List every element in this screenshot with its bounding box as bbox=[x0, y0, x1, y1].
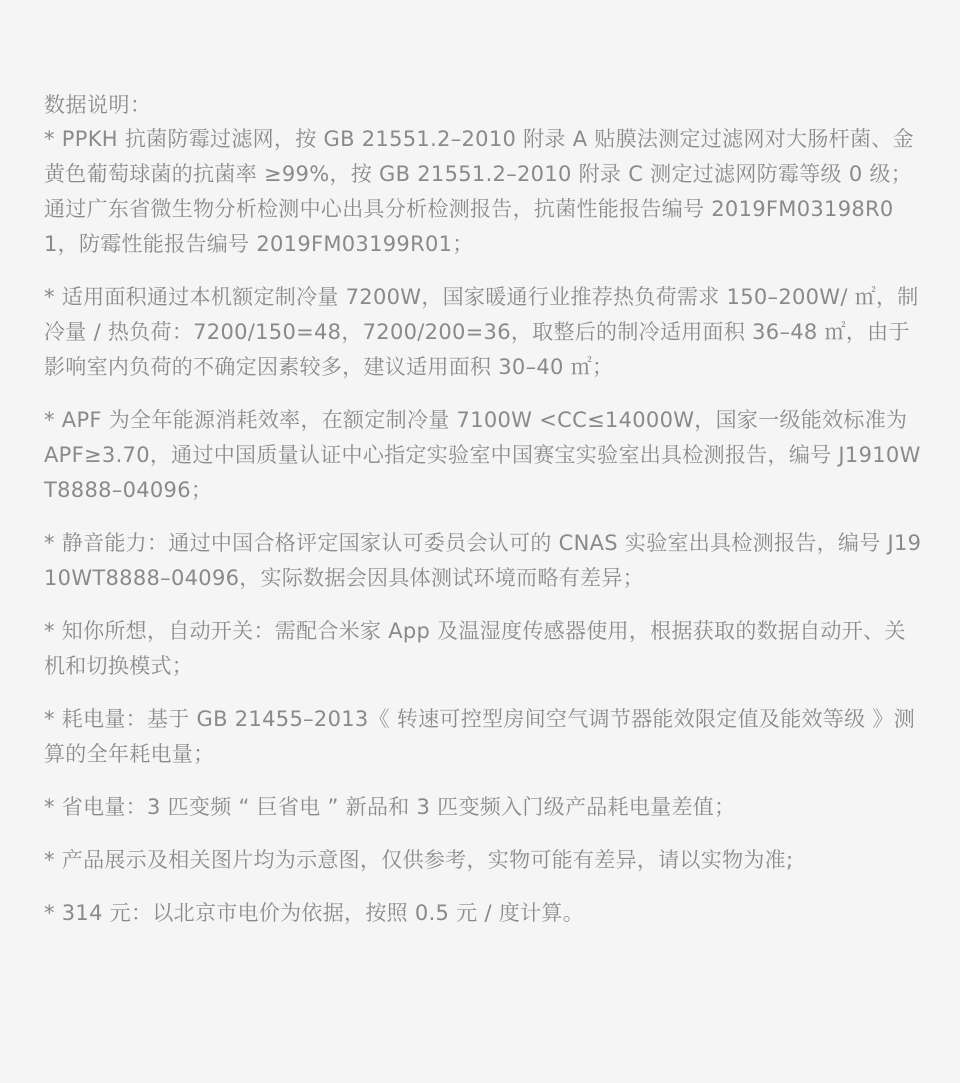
note-price-basis: * 314 元：以北京市电价为依据，按照 0.5 元 / 度计算。 bbox=[44, 901, 585, 925]
note-images-disclaimer: * 产品展示及相关图片均为示意图，仅供参考，实物可能有差异，请以实物为准; bbox=[44, 848, 794, 872]
note-silent: * 静音能力：通过中国合格评定国家认可委员会认可的 CNAS 实验室出具检测报告，编号 J1910WT8888–04096，实际数据会因具体测试环境而略有差异； bbox=[44, 531, 922, 590]
note-power-consumption: * 耗电量：基于 GB 21455–2013《 转速可控型房间空气调节器能效限定值及能效等级 》测算的全年耗电量； bbox=[44, 707, 916, 766]
note-applicable-area: * 适用面积通过本机额定制冷量 7200W，国家暖通行业推荐热负荷需求 150–200W/ ㎡，制冷量 / 热负荷：7200/150=48，7200/200=36，取整后的制冷适用面积 36–48 ㎡，由于影响室内负荷的不确定因素较多，建议适用面积 30–40 ㎡； bbox=[44, 285, 919, 379]
note-antibacterial-filter: * PPKH 抗菌防霉过滤网，按 GB 21551.2–2010 附录 A 贴膜法测定过滤网对大肠杆菌、金黄色葡萄球菌的抗菌率 ≥99%，按 GB 21551.2–2010 附录 C 测定过滤网防霉等级 0 级；通过广东省微生物分析检测中心出具分析检测报告，抗菌性能报告编号 2019FM03198R01，防霉性能报告编号 2019FM03199R01； bbox=[44, 127, 914, 256]
note-auto-switch: * 知你所想，自动开关：需配合米家 App 及温湿度传感器使用，根据获取的数据自动开、关机和切换模式； bbox=[44, 619, 906, 678]
data-notes-section bbox=[44, 88, 924, 949]
note-apf: * APF 为全年能源消耗效率，在额定制冷量 7100W <CC≤14000W，国家一级能效标准为 APF≥3.70，通过中国质量认证中心指定实验室中国赛宝实验室出具检测报告，编号 J1910WT8888–04096； bbox=[44, 408, 921, 502]
note-power-saving: * 省电量：3 匹变频 “ 巨省电 ” 新品和 3 匹变频入门级产品耗电量差值； bbox=[44, 795, 736, 819]
section-heading: 数据说明： bbox=[44, 93, 152, 117]
